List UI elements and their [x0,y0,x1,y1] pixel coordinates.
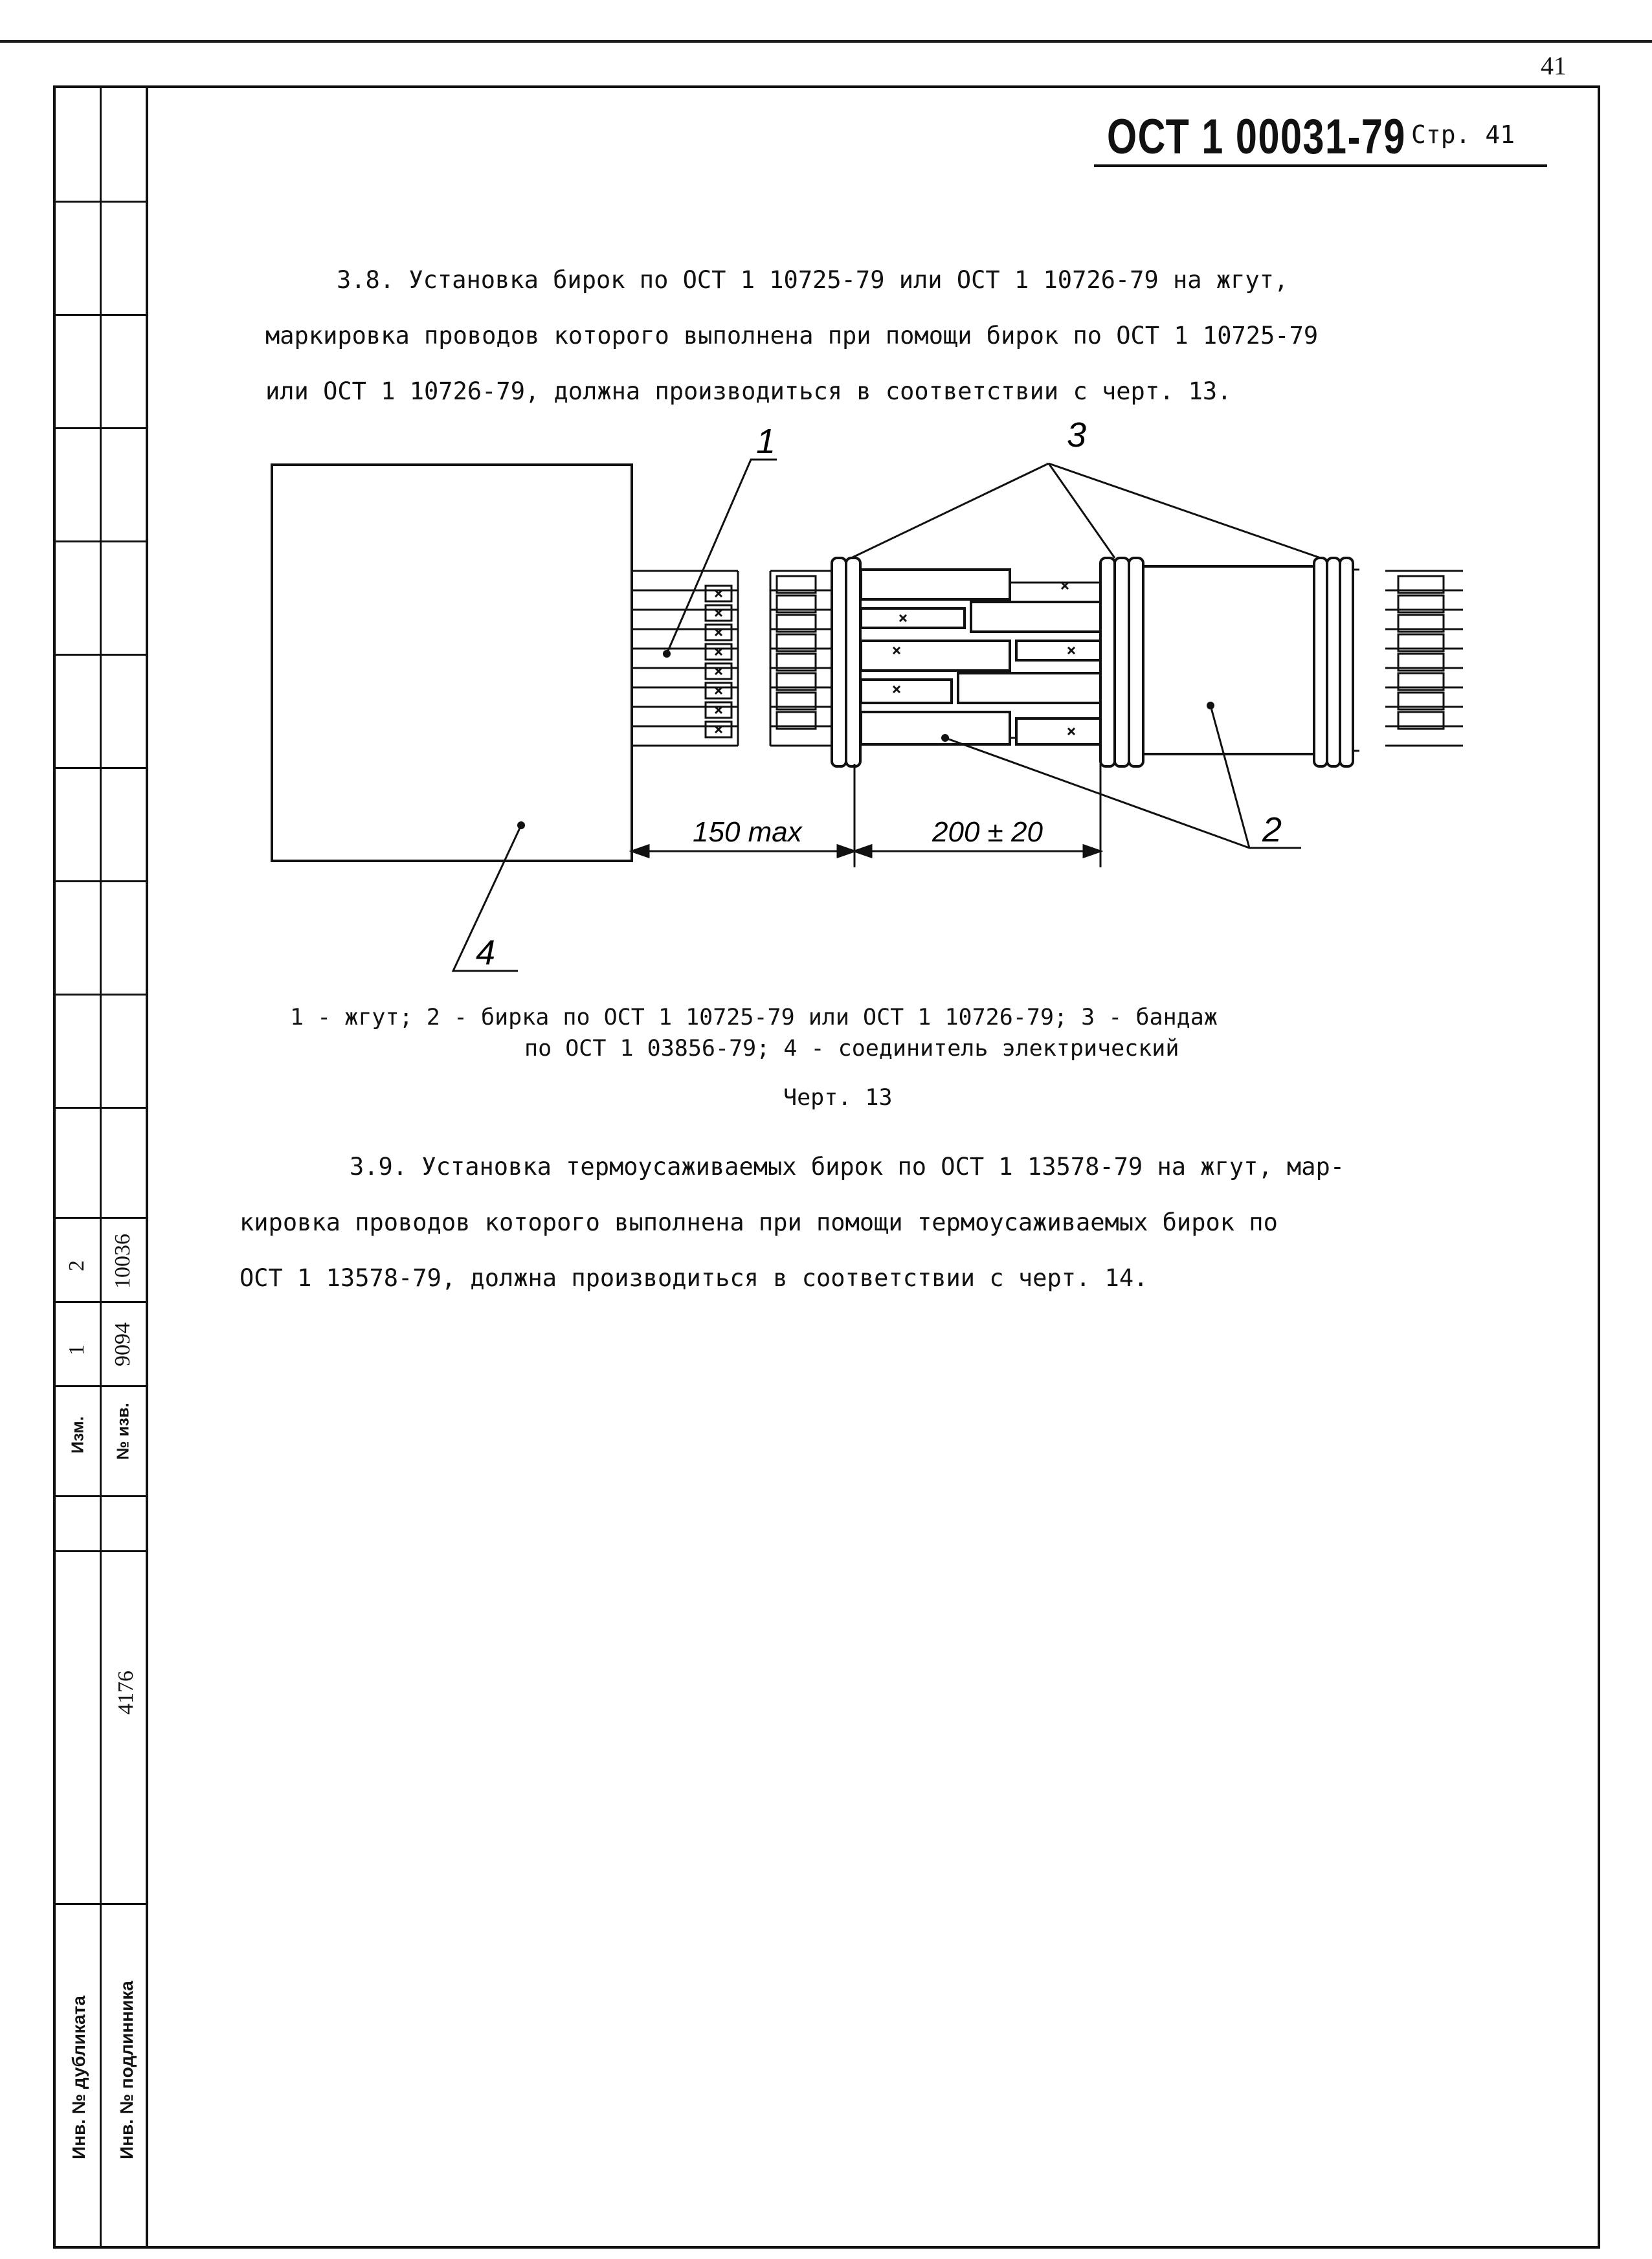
callout-3: 3 [1067,416,1087,454]
inv-duplicate-label: Инв. № дубликата [69,1996,89,2159]
stamp-line [53,1495,148,1497]
notice-number-10036: 10036 [111,1234,135,1289]
inv-original-number: 4176 [114,1671,138,1715]
change-label: Изм. [67,1416,87,1454]
figure-legend-line-2: по ОСТ 1 03856-79; 4 - соединитель электрический [524,1036,1179,1062]
dimension-lines [632,764,1100,867]
sheet-number: 41 [1541,51,1567,80]
notice-number-9094: 9094 [111,1322,135,1366]
dimension-150-max: 150 max [693,816,802,848]
page-label: Стр. 41 [1411,120,1515,149]
section-3-8-line-3: или ОСТ 1 10726-79, должна производиться в соответствии с черт. 13. [265,377,1232,405]
stamp-line [53,1903,148,1905]
harness-drawing [0,0,1652,1010]
callout-2: 2 [1262,810,1282,849]
change-number-2: 2 [65,1260,89,1271]
inv-original-label: Инв. № подлинника [117,1981,137,2159]
notice-label: № изв. [113,1403,133,1460]
section-3-8-line-2: маркировка проводов которого выполнена при помощи бирок по ОСТ 1 10725-79 [265,322,1319,350]
stamp-line [53,1550,148,1552]
section-3-8-line-1: 3.8. Установка бирок по ОСТ 1 10725-79 или ОСТ 1 10726-79 на жгут, [337,266,1289,294]
dimension-200-20: 200 ± 20 [932,816,1043,848]
callout-4: 4 [476,933,496,972]
connector-body [272,465,632,861]
stamp-line [53,1217,148,1219]
figure-title: Черт. 13 [783,1085,893,1111]
stamp-line [53,1107,148,1109]
section-3-9-line-2: кировка проводов которого выполнена при помощи термоусаживаемых бирок по [240,1208,1278,1236]
change-number-1: 1 [65,1344,89,1355]
section-3-9-line-1: 3.9. Установка термоусаживаемых бирок по ОСТ 1 13578-79 на жгут, мар- [350,1153,1345,1181]
wire-markers [861,566,1314,754]
callout-1: 1 [756,422,776,461]
stamp-line [53,1385,148,1387]
document-code: ОСТ 1 00031-79 [1107,109,1406,164]
figure-legend-line-1: 1 - жгут; 2 - бирка по ОСТ 1 10725-79 или ОСТ 1 10726-79; 3 - бандаж [290,1005,1218,1030]
section-3-9-line-3: ОСТ 1 13578-79, должна производиться в соответствии с черт. 14. [240,1264,1148,1292]
stamp-line [53,1301,148,1303]
